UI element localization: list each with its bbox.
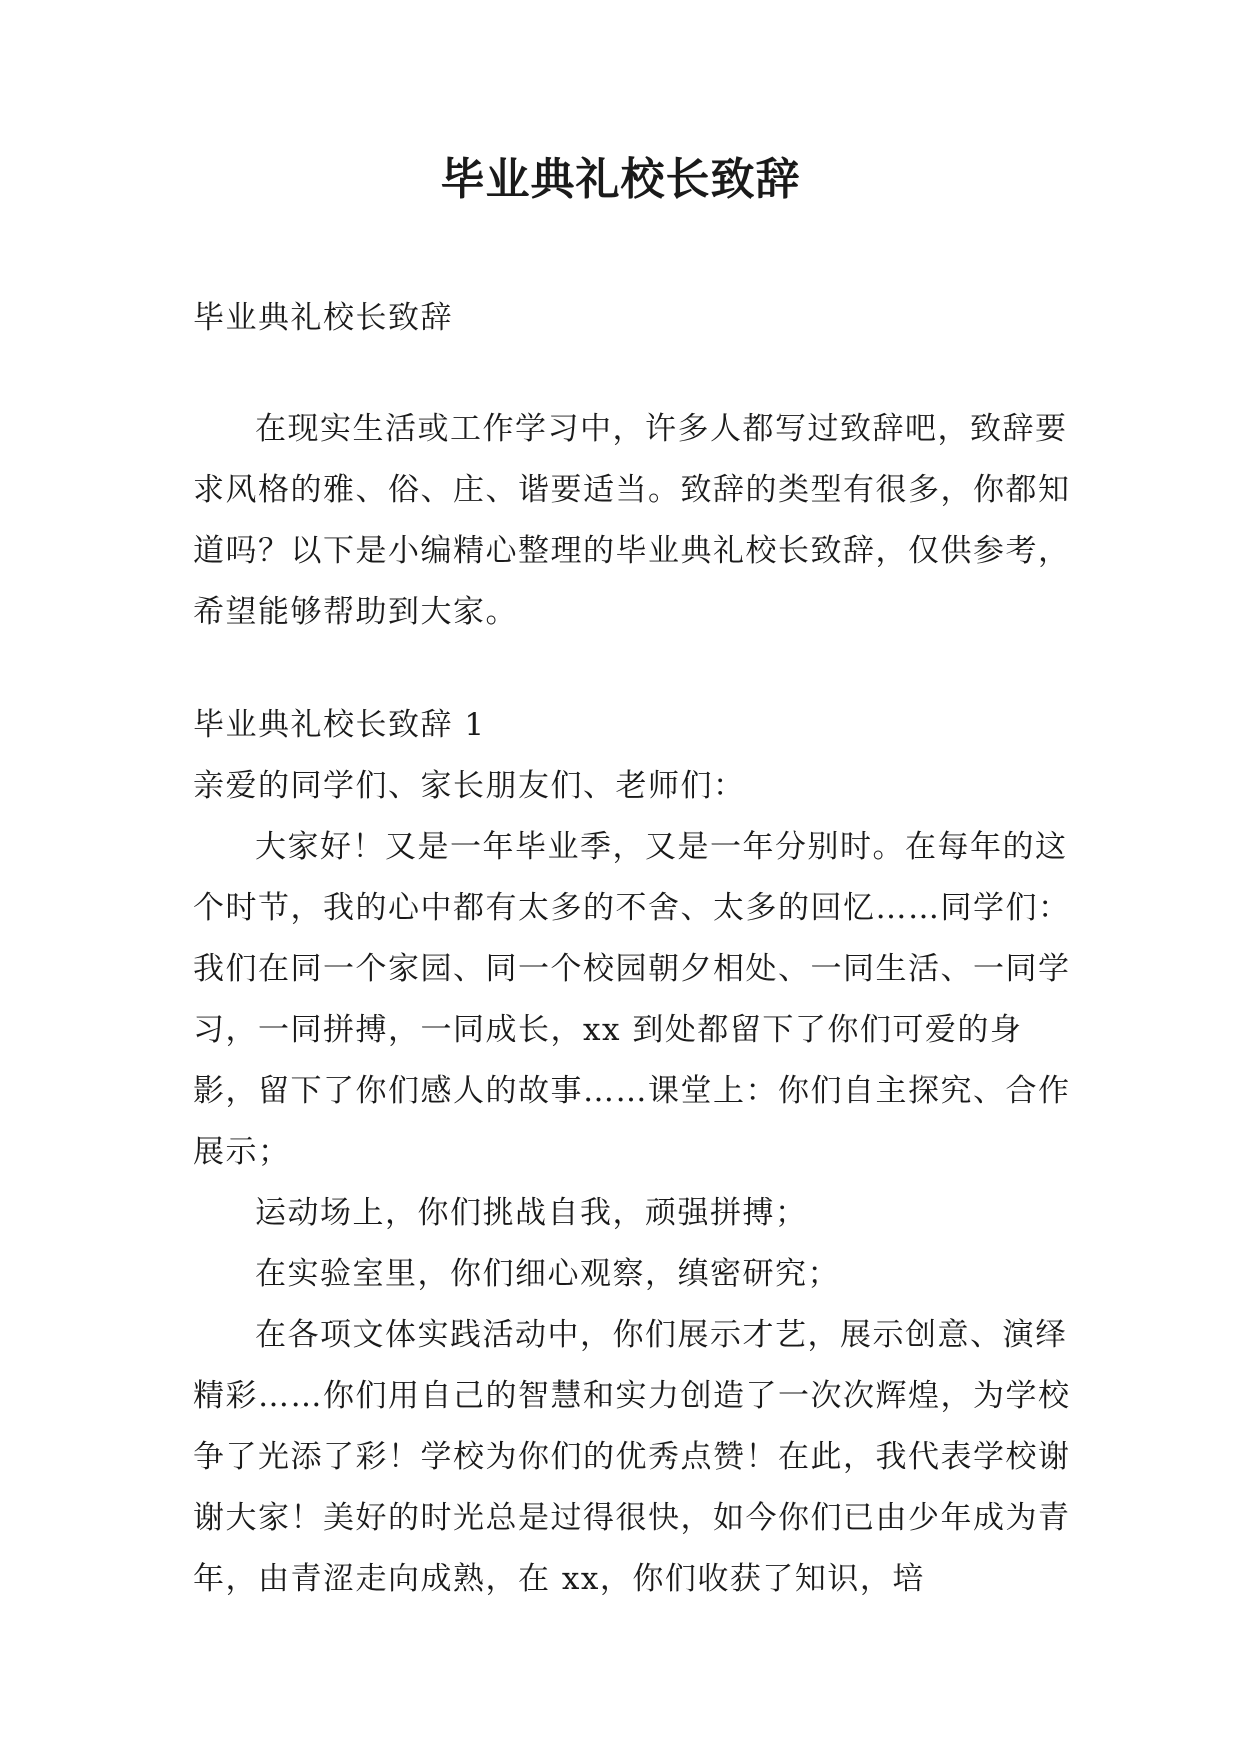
speech-paragraph: 大家好！又是一年毕业季，又是一年分别时。在每年的这个时节，我的心中都有太多的不舍、太多的回忆……同学们：我们在同一个家园、同一个校园朝夕相处、一同生活、一同学习，一同拼搏，一同成长，xx 到处都留下了你们可爱的身影，留下了你们感人的故事……课堂上：你们自主探究、合作展示；: [193, 829, 1071, 1170]
subtitle-text: 毕业典礼校长致辞: [193, 300, 453, 336]
document-subtitle: [193, 288, 1073, 349]
speech-paragraph: 运动场上，你们挑战自我，顽强拼搏；: [255, 1195, 808, 1231]
salutation: 亲爱的同学们、家长朋友们、老师们：: [193, 768, 746, 804]
intro-paragraph: 在现实生活或工作学习中，许多人都写过致辞吧，致辞要求风格的雅、俗、庄、谐要适当。致辞的类型有很多，你都知道吗？以下是小编精心整理的毕业典礼校长致辞，仅供参考，希望能够帮助到大家。: [193, 411, 1071, 630]
speech-paragraph: 在各项文体实践活动中，你们展示才艺，展示创意、演绎精彩……你们用自己的智慧和实力创造了一次次辉煌，为学校争了光添了彩！学校为你们的优秀点赞！在此，我代表学校谢谢大家！美好的时光总是过得很快，如今你们已由少年成为青年，由青涩走向成熟，在 xx，你们收获了知识，培: [193, 1317, 1071, 1597]
section-heading: 毕业典礼校长致辞 1: [193, 707, 486, 743]
document-title: 毕业典礼校长致辞: [440, 154, 801, 205]
speech-section: [193, 695, 1073, 1610]
speech-paragraph: 在实验室里，你们细心观察，缜密研究；: [255, 1256, 840, 1292]
intro-block: [193, 399, 1073, 643]
